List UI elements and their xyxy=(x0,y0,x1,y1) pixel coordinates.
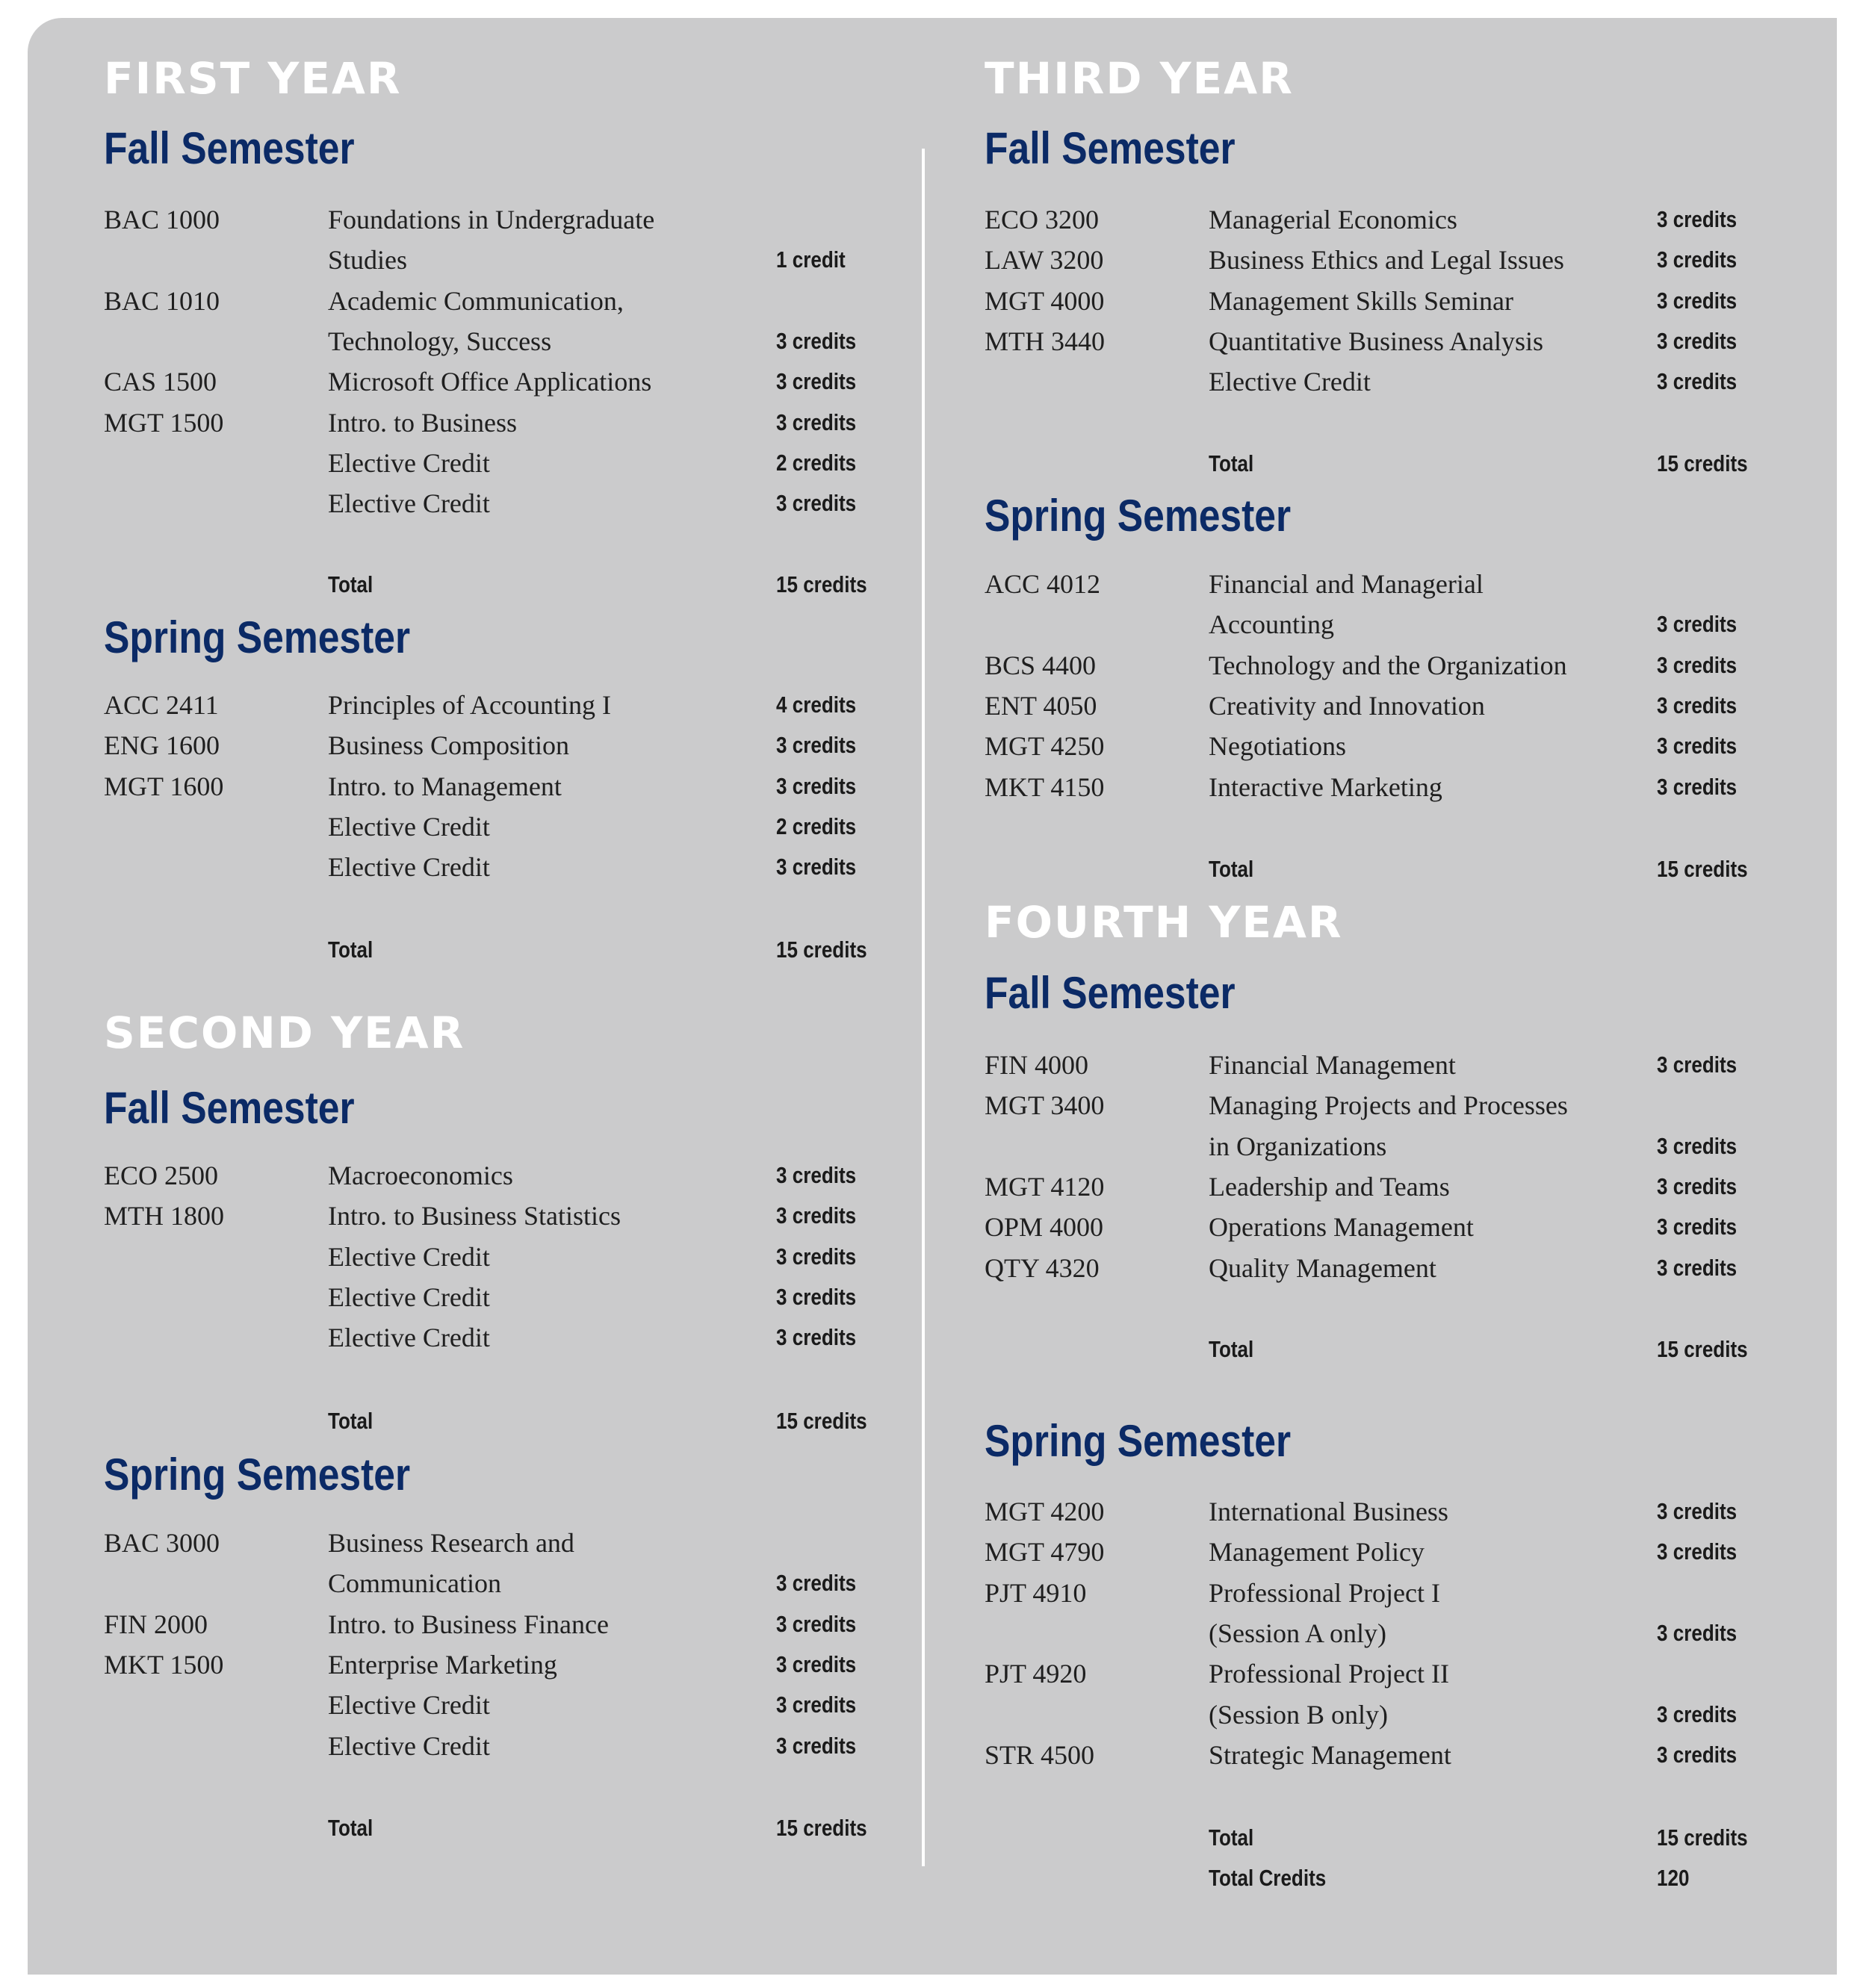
course-credits: 1 credit xyxy=(776,246,846,273)
course-title: Quantitative Business Analysis xyxy=(1209,326,1543,356)
course-title: Intro. to Business Finance xyxy=(328,1609,609,1639)
spring-semester-heading: Spring Semester xyxy=(985,491,1292,541)
year-heading-first: FIRST YEAR xyxy=(104,53,402,104)
total-label: Total xyxy=(1209,856,1254,882)
course-title: Communication xyxy=(328,1568,501,1599)
course-row xyxy=(985,1498,1776,1538)
course-credits: 3 credits xyxy=(1657,246,1738,273)
year-heading-second: SECOND YEAR xyxy=(104,1007,465,1058)
course-title: Accounting xyxy=(1209,609,1334,640)
total-credits: 15 credits xyxy=(1657,1824,1748,1851)
course-row xyxy=(104,1651,896,1692)
course-code: BCS 4400 xyxy=(985,650,1097,680)
total-row xyxy=(104,1815,896,1855)
course-title: Creativity and Innovation xyxy=(1209,690,1485,721)
course-title: Business Research and xyxy=(328,1528,574,1558)
course-title: (Session A only) xyxy=(1209,1618,1387,1648)
course-row xyxy=(985,1660,1776,1700)
course-credits: 2 credits xyxy=(776,813,857,839)
course-row xyxy=(985,1252,1776,1295)
total-row xyxy=(985,450,1776,491)
course-credits: 3 credits xyxy=(1657,611,1738,638)
curriculum-panel xyxy=(28,18,1837,1975)
course-row xyxy=(985,771,1776,814)
course-row xyxy=(985,1052,1776,1092)
course-credits: 2 credits xyxy=(776,449,857,476)
total-credits: 15 credits xyxy=(1657,856,1748,882)
course-credits: 3 credits xyxy=(1657,1741,1738,1768)
course-code: MTH 3440 xyxy=(985,326,1105,356)
course-code: MGT 4000 xyxy=(985,285,1105,316)
course-code: MKT 1500 xyxy=(104,1649,224,1680)
course-title: Intro. to Business Statistics xyxy=(328,1201,621,1231)
course-title: Strategic Management xyxy=(1209,1739,1451,1770)
course-credits: 3 credits xyxy=(776,327,857,354)
course-row xyxy=(104,447,896,490)
course-row xyxy=(985,1701,1776,1742)
course-code: QTY 4320 xyxy=(985,1252,1100,1283)
course-credits: 3 credits xyxy=(776,1732,857,1759)
course-row xyxy=(104,285,896,328)
grand-total-label: Total Credits xyxy=(1209,1865,1327,1892)
course-code: PJT 4910 xyxy=(985,1577,1087,1608)
course-credits: 3 credits xyxy=(776,368,857,395)
course-row xyxy=(985,246,1776,287)
course-credits: 3 credits xyxy=(1657,1214,1738,1240)
course-row xyxy=(104,813,896,854)
course-credits: 3 credits xyxy=(776,854,857,880)
course-title: Elective Credit xyxy=(328,447,490,478)
course-code: ENT 4050 xyxy=(985,690,1097,721)
course-title: Studies xyxy=(328,245,408,276)
course-title: Elective Credit xyxy=(328,1282,490,1312)
total-row xyxy=(985,1824,1776,1865)
total-credits: 15 credits xyxy=(1657,1336,1748,1362)
course-title: Elective Credit xyxy=(1209,367,1371,397)
course-code: MGT 1600 xyxy=(104,771,224,801)
course-title: Foundations in Undergraduate xyxy=(328,205,655,234)
course-title: Intro. to Business xyxy=(328,407,518,438)
spring-semester-heading: Spring Semester xyxy=(985,1416,1292,1466)
course-title: Business Ethics and Legal Issues xyxy=(1209,245,1564,276)
course-title: Technology and the Organization xyxy=(1209,650,1567,680)
course-title: Macroeconomics xyxy=(328,1161,513,1190)
course-row xyxy=(104,246,896,287)
total-row xyxy=(104,1408,896,1448)
year-heading-fourth: FOURTH YEAR xyxy=(985,897,1343,948)
course-credits: 3 credits xyxy=(1657,1254,1738,1281)
course-credits: 3 credits xyxy=(776,732,857,759)
course-code: ENG 1600 xyxy=(104,730,220,761)
course-code: ACC 2411 xyxy=(104,690,219,720)
course-title: Elective Credit xyxy=(328,811,490,842)
course-credits: 3 credits xyxy=(776,1692,857,1718)
spring-semester-heading: Spring Semester xyxy=(104,612,411,662)
course-credits: 3 credits xyxy=(776,1570,857,1597)
total-row xyxy=(985,856,1776,896)
course-title: Elective Credit xyxy=(328,1323,490,1353)
course-row xyxy=(104,1529,896,1570)
course-row xyxy=(104,368,896,409)
course-credits: 3 credits xyxy=(776,490,857,517)
course-credits: 3 credits xyxy=(1657,733,1738,760)
course-code: MGT 4200 xyxy=(985,1497,1105,1526)
course-title: Intro. to Management xyxy=(328,771,562,801)
grand-total-credits: 120 xyxy=(1657,1865,1690,1892)
course-row xyxy=(985,1173,1776,1214)
course-credits: 3 credits xyxy=(776,1324,857,1351)
course-code: FIN 4000 xyxy=(985,1050,1089,1080)
course-credits: 3 credits xyxy=(1657,1700,1738,1727)
total-row xyxy=(104,936,896,977)
course-code: BAC 1000 xyxy=(104,205,220,234)
course-title: Business Composition xyxy=(328,730,570,761)
course-credits: 3 credits xyxy=(1657,1172,1738,1199)
course-title: Microsoft Office Applications xyxy=(328,367,652,397)
total-label: Total xyxy=(328,936,373,963)
course-code: MGT 3400 xyxy=(985,1090,1105,1121)
course-credits: 3 credits xyxy=(1657,1052,1738,1078)
course-row xyxy=(985,1579,1776,1620)
course-title: Financial Management xyxy=(1209,1050,1456,1080)
course-title: Elective Credit xyxy=(328,1241,490,1272)
course-code: MGT 4790 xyxy=(985,1537,1105,1568)
course-row xyxy=(104,409,896,450)
course-title: Financial and Managerial xyxy=(1209,569,1484,599)
course-row xyxy=(985,285,1776,328)
total-credits: 15 credits xyxy=(776,1815,867,1841)
course-credits: 3 credits xyxy=(776,1610,857,1637)
course-code: ECO 3200 xyxy=(985,205,1099,234)
course-row xyxy=(985,652,1776,692)
course-row xyxy=(104,1692,896,1732)
course-code: STR 4500 xyxy=(985,1739,1095,1770)
course-code: MGT 4120 xyxy=(985,1171,1105,1202)
course-row xyxy=(985,1739,1776,1782)
course-row xyxy=(104,692,896,732)
course-title: Management Policy xyxy=(1209,1537,1425,1568)
course-title: Elective Credit xyxy=(328,1730,490,1761)
course-credits: 3 credits xyxy=(776,1202,857,1229)
course-title: (Session B only) xyxy=(1209,1699,1389,1730)
course-credits: 3 credits xyxy=(1657,692,1738,718)
course-credits: 3 credits xyxy=(1657,206,1738,232)
course-credits: 3 credits xyxy=(776,1243,857,1270)
total-row xyxy=(985,1336,1776,1376)
course-row xyxy=(985,206,1776,246)
course-row xyxy=(104,1730,896,1773)
course-row xyxy=(985,571,1776,611)
course-code: ACC 4012 xyxy=(985,569,1101,599)
course-credits: 3 credits xyxy=(776,1283,857,1310)
course-credits: 3 credits xyxy=(1657,651,1738,678)
year-heading-third: THIRD YEAR xyxy=(985,53,1294,104)
course-code: ECO 2500 xyxy=(104,1161,218,1190)
course-row xyxy=(985,328,1776,368)
course-title: Operations Management xyxy=(1209,1212,1474,1243)
course-credits: 3 credits xyxy=(1657,1538,1738,1565)
total-label: Total xyxy=(328,1408,373,1434)
course-title: Technology, Success xyxy=(328,326,552,356)
course-row xyxy=(985,1214,1776,1254)
course-code: BAC 1010 xyxy=(104,285,220,316)
course-row xyxy=(104,328,896,368)
course-title: Academic Communication, xyxy=(328,285,624,316)
course-credits: 3 credits xyxy=(1657,773,1738,800)
course-row xyxy=(104,1570,896,1610)
course-row xyxy=(985,1092,1776,1132)
course-credits: 3 credits xyxy=(776,772,857,799)
fall-semester-heading: Fall Semester xyxy=(985,123,1236,173)
course-title: Elective Credit xyxy=(328,488,490,519)
total-credits: 15 credits xyxy=(776,571,867,597)
course-row xyxy=(104,1243,896,1284)
course-code: MTH 1800 xyxy=(104,1201,224,1231)
total-label: Total xyxy=(328,571,373,597)
course-credits: 4 credits xyxy=(776,692,857,718)
total-label: Total xyxy=(328,1815,373,1841)
course-title: Interactive Marketing xyxy=(1209,771,1442,802)
course-code: LAW 3200 xyxy=(985,245,1104,276)
total-credits: 15 credits xyxy=(1657,450,1748,476)
course-title: Professional Project II xyxy=(1209,1659,1449,1689)
fall-semester-heading: Fall Semester xyxy=(985,968,1236,1018)
course-code: MKT 4150 xyxy=(985,771,1105,802)
course-row xyxy=(985,611,1776,651)
course-row xyxy=(985,1538,1776,1579)
course-title: Professional Project I xyxy=(1209,1577,1440,1608)
total-label: Total xyxy=(1209,1824,1254,1851)
course-title: International Business xyxy=(1209,1497,1448,1526)
course-title: Managerial Economics xyxy=(1209,205,1457,234)
course-row xyxy=(104,1202,896,1243)
fall-semester-heading: Fall Semester xyxy=(104,123,355,173)
course-title: Elective Credit xyxy=(328,1690,490,1721)
course-title: Principles of Accounting I xyxy=(328,690,611,720)
course-row xyxy=(985,368,1776,409)
grand-total-row xyxy=(985,1865,1776,1905)
course-row xyxy=(104,490,896,530)
course-code: MGT 4250 xyxy=(985,731,1105,762)
course-row xyxy=(104,732,896,772)
course-row xyxy=(104,1284,896,1324)
column-divider xyxy=(922,149,925,1866)
spring-semester-heading: Spring Semester xyxy=(104,1450,411,1500)
course-title: Quality Management xyxy=(1209,1252,1436,1283)
course-code: CAS 1500 xyxy=(104,367,217,397)
course-credits: 3 credits xyxy=(776,1162,857,1188)
course-code: MGT 1500 xyxy=(104,407,224,438)
course-title: Managing Projects and Processes xyxy=(1209,1090,1568,1121)
course-row xyxy=(104,1162,896,1202)
course-credits: 3 credits xyxy=(1657,368,1738,395)
course-row xyxy=(985,1133,1776,1173)
total-label: Total xyxy=(1209,450,1254,476)
course-title: Elective Credit xyxy=(328,852,490,883)
course-title: Leadership and Teams xyxy=(1209,1171,1450,1202)
course-credits: 3 credits xyxy=(776,409,857,435)
course-code: OPM 4000 xyxy=(985,1212,1104,1243)
course-code: BAC 3000 xyxy=(104,1528,220,1558)
course-row xyxy=(104,773,896,813)
course-credits: 3 credits xyxy=(1657,327,1738,354)
course-row xyxy=(985,692,1776,733)
course-title: Enterprise Marketing xyxy=(328,1649,557,1680)
course-code: FIN 2000 xyxy=(104,1609,208,1639)
course-row xyxy=(985,733,1776,773)
course-title: in Organizations xyxy=(1209,1131,1387,1161)
course-credits: 3 credits xyxy=(1657,287,1738,314)
total-row xyxy=(104,571,896,612)
course-row xyxy=(104,206,896,246)
course-credits: 3 credits xyxy=(776,1650,857,1677)
course-row xyxy=(985,1620,1776,1660)
course-title: Management Skills Seminar xyxy=(1209,285,1513,316)
course-credits: 3 credits xyxy=(1657,1498,1738,1524)
total-label: Total xyxy=(1209,1336,1254,1362)
course-row xyxy=(104,1611,896,1651)
fall-semester-heading: Fall Semester xyxy=(104,1083,355,1133)
total-credits: 15 credits xyxy=(776,1408,867,1434)
course-code: PJT 4920 xyxy=(985,1659,1087,1689)
course-credits: 3 credits xyxy=(1657,1619,1738,1646)
total-credits: 15 credits xyxy=(776,936,867,963)
course-title: Negotiations xyxy=(1209,731,1346,762)
course-row xyxy=(104,854,896,894)
course-credits: 3 credits xyxy=(1657,1132,1738,1159)
course-row xyxy=(104,1324,896,1364)
